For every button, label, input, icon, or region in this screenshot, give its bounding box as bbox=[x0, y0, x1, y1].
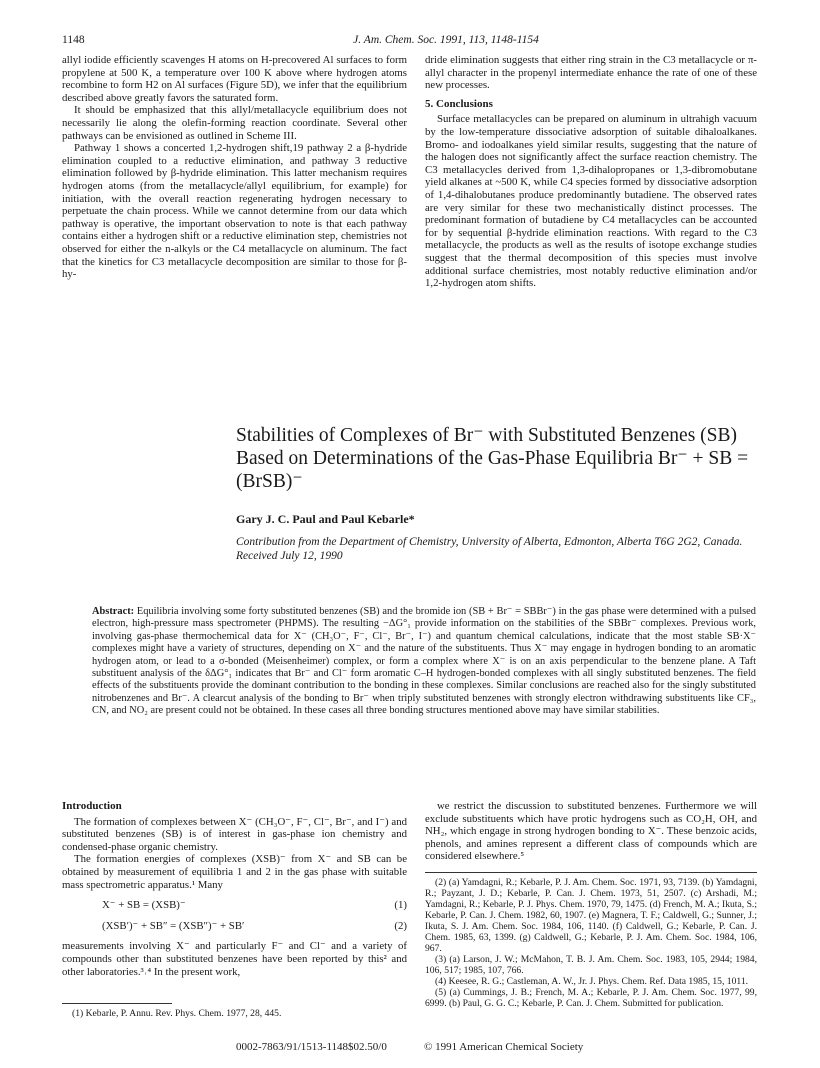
paragraph: allyl iodide efficiently scavenges H atoms on H-precovered Al surfaces to form propylene at 500 K, a temperature over 100 K above where hydrogen atoms recombine to form H2 on Al surfaces (Figure 5D), we infer that the equilibrium described above greatly favors the saturated form. bbox=[62, 54, 407, 104]
article-authors: Gary J. C. Paul and Paul Kebarle* bbox=[236, 512, 415, 526]
footnote-text: (5) (a) Cummings, J. B.; French, M. A.; Kebarle, P. J. Am. Chem. Soc. 1977, 99, 6999. (b) Paul, G. G. C.; Kebarle, P. Can. J. Chem. Submitted for publication. bbox=[425, 987, 757, 1009]
footnote bbox=[62, 1008, 407, 1019]
equation-2 bbox=[62, 920, 407, 933]
article-affiliation: Contribution from the Department of Chemistry, University of Alberta, Edmonton, Alberta T6G 2G2, Canada. Received July 12, 1990 bbox=[236, 536, 743, 562]
paragraph: The formation energies of complexes (XSB)⁻ from X⁻ and SB can be obtained by measurement of equilibria 1 and 2 in the gas phase with suitable mass spectrometric apparatus.¹ Many bbox=[62, 853, 407, 891]
article-title: Stabilities of Complexes of Br⁻ with Substituted Benzenes (SB) Based on Determinations of the Gas-Phase Equilibria Br⁻ + SB = (BrSB)⁻ bbox=[236, 425, 749, 492]
paragraph: dride elimination suggests that either ring strain in the C3 metallacycle or π-allyl character in the propenyl intermediate enhance the rate of one of these new processes. bbox=[425, 54, 757, 92]
footer-copyright: © 1991 American Chemical Society bbox=[424, 1041, 584, 1053]
paragraph: Pathway 1 shows a concerted 1,2-hydrogen shift,19 pathway 2 a β-hydride elimination coupled to a reductive elimination, and pathway 3 reductive elimination followed by β-hydride elimination. This latter mechanism requires hydrogen atoms (from the metallacycle/allyl equilibrium, for example) for initiation, with the overall reaction regenerating hydrogen necessary to perpetuate the chain process. While we cannot determine from our data which pathway is operative, the important observation to note is that each pathway contains either a hydrogen shift or a reductive elimination step, chemistries not observed for either the n-alkyls or the C4 metallacycle on aluminum. The fact that the kinetics for C3 metallacycle decomposition are similar to those for β-hy- bbox=[62, 142, 407, 281]
page-number: 1148 bbox=[62, 34, 85, 46]
paragraph: we restrict the discussion to substituted benzenes. Furthermore we will exclude substituents which have protic hydrogens such as CO₂H, OH, and NH₂, which engage in strong hydrogen bonding to X⁻. These benzoic acids, phenols, and amines represent a different class of compounds which are considered elsewhere.⁵ bbox=[425, 800, 757, 863]
top-left-column bbox=[62, 54, 407, 281]
paragraph: The formation of complexes between X⁻ (CH₃O⁻, F⁻, Cl⁻, Br⁻, and I⁻) and substituted benzenes (SB) is of interest in gas-phase ion chemistry and condensed-phase organic chemistry. bbox=[62, 815, 407, 853]
abstract-text: Equilibria involving some forty substituted benzenes (SB) and the bromide ion (SB + Br⁻ = SBBr⁻) in the gas phase were determined with a pulsed electron, high-pressure mass spectrometer (PHPMS). The resulting −ΔG°₁ provide information on the stabilities of the SBBr⁻ complexes. Previous work, involving gas-phase thermochemical data for X⁻ (CH₃O⁻, F⁻, Cl⁻, Br⁻, I⁻) and quantum chemical calculations, indicate that the most stable SB·X⁻ complexes might have a variety of structures, depending on X⁻ and the nature of the substituents. Thus X⁻ may engage in hydrogen bonding to an aromatic hydrogen atom, or lead to a σ-bonded (Meisenheimer) complex, or form a complex where X⁻ is on an axis perpendicular to the benzene plane. A Taft substituent analysis of the δΔG°₁ indicates that Br⁻ and Cl⁻ form aromatic C–H hydrogen-bonded complexes with all singly substituted benzenes. The field effects of the substituents provide the dominant contribution to the bonding in these complexes. Similar conclusions are reached also for the singly substituted nitrobenzenes and Br⁻. A clearcut analysis of the bonding to Br⁻ when triply substituted benzenes with strongly electron withdrawing substituents like CF₃, CN, and NO₂ are present could not be obtained. In these cases all three bonding structures mentioned above may have similar stabilities. bbox=[92, 606, 756, 717]
equation-expression: X⁻ + SB = (XSB)⁻ bbox=[102, 899, 186, 912]
equation-1 bbox=[62, 899, 407, 912]
paragraph: It should be emphasized that this allyl/metallacycle equilibrium does not necessarily lie along the olefin-forming reaction coordinate. Several other pathways can be envisioned as outlined in Scheme III. bbox=[62, 104, 407, 142]
abstract-label: Abstract: bbox=[92, 606, 135, 617]
footnote-rule bbox=[425, 872, 757, 873]
bottom-right-column bbox=[425, 800, 757, 863]
equation-expression: (XSB′)⁻ + SB″ = (XSB″)⁻ + SB′ bbox=[102, 919, 245, 932]
bottom-left-column bbox=[62, 800, 407, 978]
footnote-text: (2) (a) Yamdagni, R.; Kebarle, P. J. Am. Chem. Soc. 1971, 93, 7139. (b) Yamdagni, R.; Payzant, J. D.; Kebarle, P. Can. J. Chem. 1973, 51, 2507. (c) Arshadi, M.; Yamdagni, R.; Kebarle, P. J. Phys. Chem. 1970, 79, 1475. (d) French, M. A.; Ikuta, S.; Kebarle, P. Can. J. Chem. 1982, 60, 1907. (e) Magnera, T. F.; Caldwell, G.; Sunner, J.; Ikuta, S. J. Am. Chem. Soc. 1984, 106, 1140. (f) Caldwell, G.; Kebarle, P. Can. J. Chem. 1985, 63, 1399. (g) Caldwell, G.; Kebarle, P. J. Am. Chem. Soc. 1984, 106, 967. bbox=[425, 877, 757, 954]
section-heading: 5. Conclusions bbox=[425, 97, 493, 110]
abstract bbox=[92, 606, 756, 718]
section-heading: Introduction bbox=[62, 800, 122, 812]
footer-code: 0002-7863/91/1513-1148$02.50/0 bbox=[236, 1041, 387, 1053]
journal-header: J. Am. Chem. Soc. 1991, 113, 1148-1154 bbox=[353, 34, 539, 46]
paragraph: measurements involving X⁻ and particularly F⁻ and Cl⁻ and a variety of compounds other than substituted benzenes have been reported by this² and other laboratories.³˒⁴ In the present work, bbox=[62, 940, 407, 978]
paragraph: Surface metallacycles can be prepared on aluminum in ultrahigh vacuum by the low-temperature dissociative adsorption of suitable dihaloalkanes. Bromo- and iodoalkanes yield similar results, suggesting that the nature of the halogen does not significantly affect the surface reaction chemistry. The C3 metallacycles derived from 1,3-dihalopropanes or 1,3-dibromobutane yield alkanes at ~500 K, while C4 species formed by dissociative adsorption of 1,4-dihalobutanes produce predominantly butadiene. The observed rates are very similar for these two mechanistically distinct processes. The predominant formation of butadiene by C4 metallacycles can be accounted for by sequential β-hydride elimination reactions. With regard to the C3 metallacycle, the products as well as the results of isotope exchange studies suggest that the thermal decomposition of this species must involve additional surface chemistries, most notably reductive elimination and/or 1,2-hydrogen atom shifts. bbox=[425, 113, 757, 290]
top-right-column bbox=[425, 54, 757, 290]
footnote-text: (1) Kebarle, P. Annu. Rev. Phys. Chem. 1977, 28, 445. bbox=[72, 1008, 282, 1019]
footnote-text: (3) (a) Larson, J. W.; McMahon, T. B. J. Am. Chem. Soc. 1983, 105, 2944; 1984, 106, 517; 1985, 107, 766. bbox=[425, 954, 757, 976]
equation-number: (1) bbox=[394, 899, 407, 912]
footnote-rule bbox=[62, 1003, 172, 1004]
footnote-text: (4) Keesee, R. G.; Castleman, A. W., Jr. J. Phys. Chem. Ref. Data 1985, 15, 1011. bbox=[435, 976, 749, 987]
footnotes bbox=[425, 877, 757, 1009]
equation-number: (2) bbox=[394, 919, 407, 932]
